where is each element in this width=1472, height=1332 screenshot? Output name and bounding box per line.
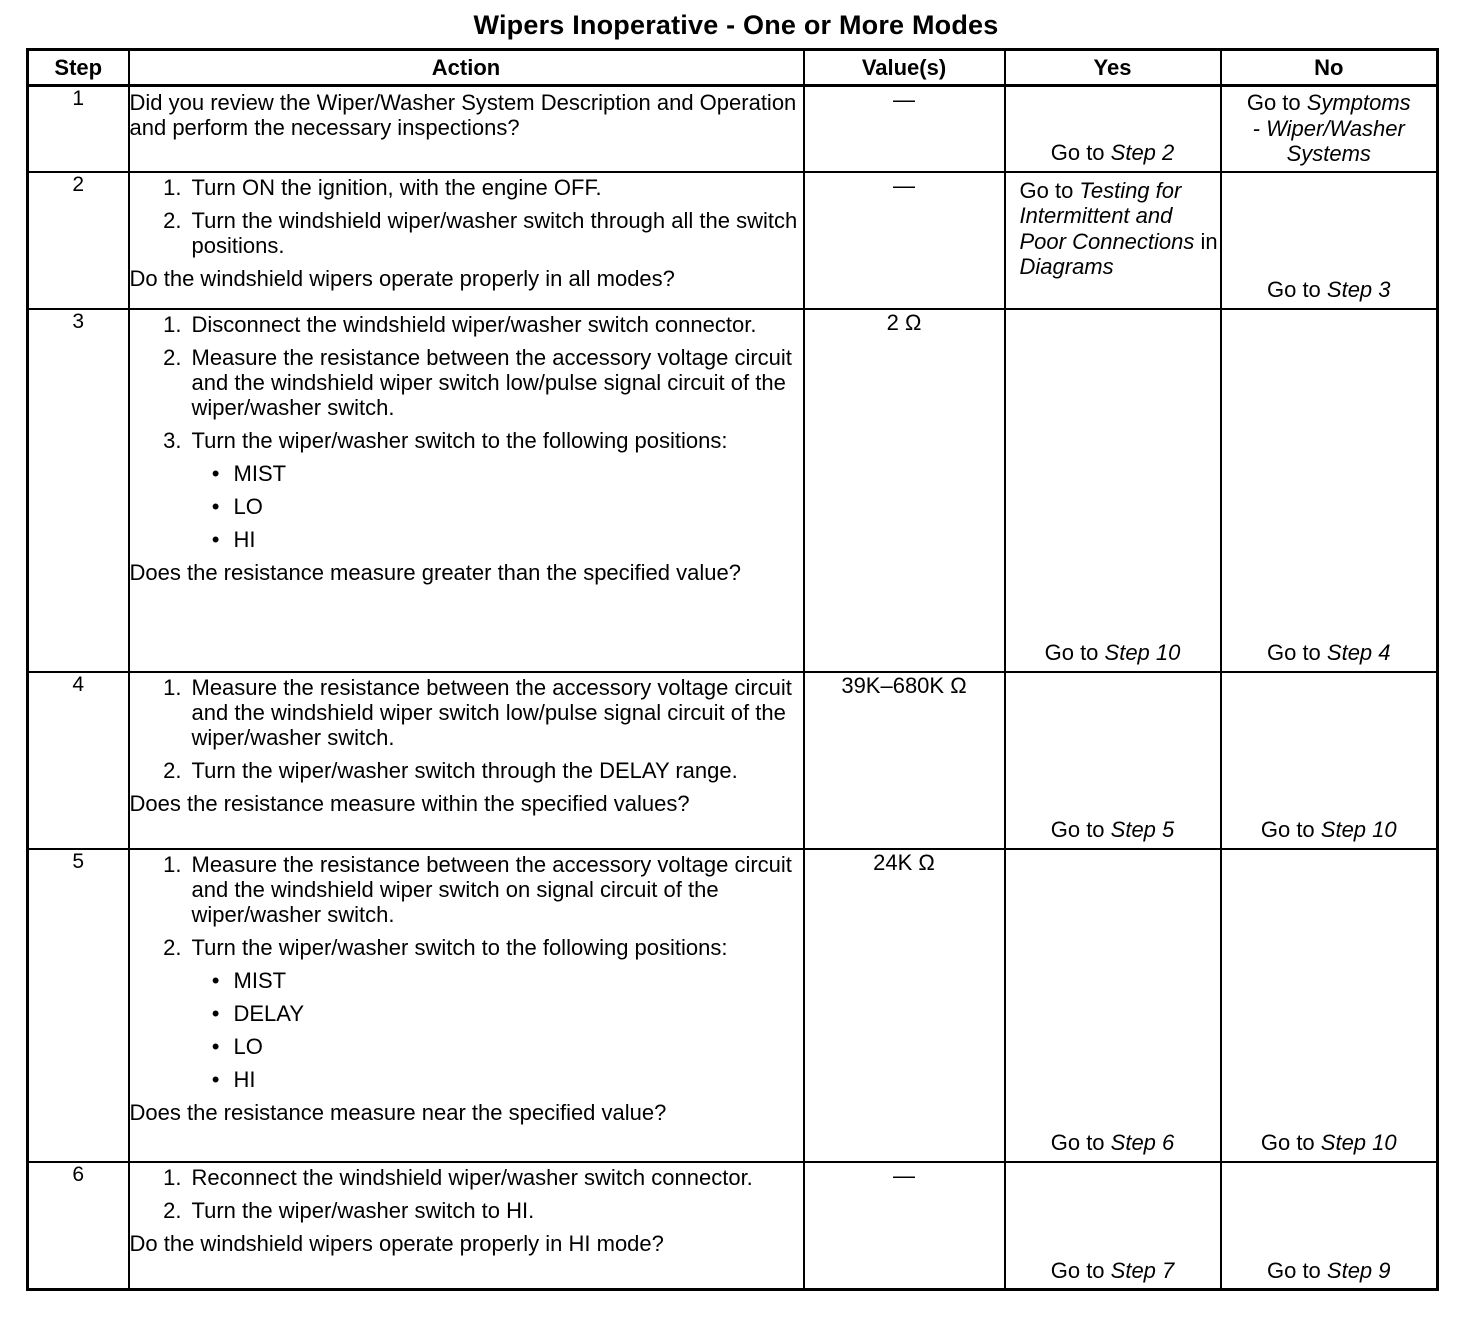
no-link[interactable]: Symptoms (1306, 90, 1411, 115)
action-item: 1. Measure the resistance between the accessory voltage circuit and the windshield wiper switch on signal circuit of the wiper/washer switch. (163, 851, 792, 927)
step-number: 2 (28, 172, 129, 309)
header-step: Step (28, 50, 129, 86)
action-question: Did you review the Wiper/Washer System Description and Operation and perform the necessary inspections? (129, 90, 797, 140)
yes-cell (1005, 172, 1221, 309)
no-cell (1221, 172, 1438, 309)
bullet-item: • MIST (211, 460, 287, 486)
action-question: Do the windshield wipers operate properly in all modes? (129, 265, 675, 291)
step-number: 1 (28, 86, 129, 172)
value-cell: 24K Ω (804, 849, 1005, 1162)
table-row (28, 1162, 1438, 1290)
step-number: 5 (28, 849, 129, 1162)
yes-link-2[interactable]: Diagrams (1019, 254, 1114, 279)
step-number: 4 (28, 672, 129, 849)
bullet-item: • DELAY (211, 1000, 305, 1026)
no-prefix: Go to (1266, 640, 1327, 665)
action-item: 2. Turn the wiper/washer switch to HI. (163, 1197, 535, 1223)
value-cell: 2 Ω (804, 309, 1005, 672)
bullet-item: • MIST (211, 967, 287, 993)
header-action: Action (129, 50, 804, 86)
yes-cell (1005, 309, 1221, 672)
action-cell (129, 172, 804, 309)
bullet-item: • HI (211, 526, 256, 552)
no-prefix: Go to (1246, 90, 1307, 115)
yes-link[interactable]: Testing for Intermittent and Poor Connections (1019, 177, 1195, 254)
yes-cell (1005, 849, 1221, 1162)
yes-mid: in (1194, 228, 1218, 254)
yes-link[interactable]: Step 5 (1110, 817, 1175, 842)
table-row (28, 172, 1438, 309)
header-values: Value(s) (804, 50, 1005, 86)
action-cell (129, 86, 804, 172)
action-question: Does the resistance measure within the specified values? (129, 790, 690, 816)
action-item: 1. Disconnect the windshield wiper/washer switch connector. (163, 311, 757, 337)
no-prefix: Go to (1260, 1130, 1321, 1155)
yes-prefix: Go to (1050, 1257, 1111, 1283)
yes-cell (1005, 672, 1221, 849)
header-row (28, 50, 1438, 86)
table-row (28, 309, 1438, 672)
page-title: Wipers Inoperative - One or More Modes (473, 10, 999, 40)
step-number: 3 (28, 309, 129, 672)
action-item: 1. Measure the resistance between the accessory voltage circuit and the windshield wiper switch low/pulse signal circuit of the wiper/washer switch. (163, 674, 792, 750)
yes-prefix: Go to (1050, 1130, 1111, 1155)
action-item: 2. Turn the windshield wiper/washer switch through all the switch positions. (163, 207, 798, 258)
value-cell: — (804, 172, 1005, 309)
table-row (28, 86, 1438, 172)
no-prefix: Go to (1266, 277, 1327, 302)
action-item: 1. Reconnect the windshield wiper/washer switch connector. (163, 1164, 753, 1190)
action-item: 2. Measure the resistance between the accessory voltage circuit and the windshield wiper switch low/pulse signal circuit of the wiper/washer switch. (163, 344, 792, 420)
value-cell: — (804, 86, 1005, 172)
yes-prefix: Go to (1050, 140, 1111, 165)
action-question: Does the resistance measure greater than the specified value? (129, 559, 741, 585)
bullet-item: • LO (211, 493, 263, 519)
action-item: 1. Turn ON the ignition, with the engine OFF. (163, 174, 602, 200)
no-prefix: Go to (1266, 1257, 1327, 1283)
action-question: Does the resistance measure near the specified value? (129, 1099, 667, 1125)
header-no: No (1221, 50, 1438, 86)
value-cell: 39K–680K Ω (804, 672, 1005, 849)
action-cell (129, 309, 804, 672)
no-link[interactable]: Step 10 (1320, 1130, 1397, 1155)
action-item: 3. Turn the wiper/washer switch to the following positions: (163, 427, 728, 453)
action-cell (129, 849, 804, 1162)
no-cell (1221, 672, 1438, 849)
yes-prefix: Go to (1050, 817, 1111, 842)
no-link[interactable]: Step 3 (1326, 277, 1391, 302)
yes-cell (1005, 86, 1221, 172)
value-cell: — (804, 1162, 1005, 1290)
yes-cell (1005, 1162, 1221, 1290)
yes-link[interactable]: Step 7 (1110, 1257, 1175, 1283)
diagnostic-table (26, 48, 1439, 1291)
no-cell (1221, 1162, 1438, 1290)
no-cell (1221, 849, 1438, 1162)
header-yes: Yes (1005, 50, 1221, 86)
yes-prefix: Go to (1019, 177, 1080, 203)
no-link-line2[interactable]: - Wiper/Washer (1252, 115, 1405, 141)
table-row (28, 849, 1438, 1162)
yes-prefix: Go to (1044, 640, 1105, 665)
yes-link[interactable]: Step 2 (1110, 140, 1175, 165)
yes-link[interactable]: Step 6 (1110, 1130, 1175, 1155)
action-cell (129, 1162, 804, 1290)
no-link[interactable]: Step 9 (1326, 1257, 1391, 1283)
step-number: 6 (28, 1162, 129, 1290)
no-link-line3[interactable]: Systems (1286, 141, 1371, 166)
action-item: 2. Turn the wiper/washer switch through the DELAY range. (163, 757, 738, 783)
bullet-item: • LO (211, 1033, 263, 1059)
action-item: 2. Turn the wiper/washer switch to the following positions: (163, 934, 728, 960)
action-cell (129, 672, 804, 849)
no-cell (1221, 86, 1438, 172)
no-prefix: Go to (1260, 817, 1321, 842)
bullet-item: • HI (211, 1066, 256, 1092)
no-cell (1221, 309, 1438, 672)
no-link[interactable]: Step 10 (1320, 817, 1397, 842)
no-link[interactable]: Step 4 (1326, 640, 1391, 665)
table-row (28, 672, 1438, 849)
action-question: Do the windshield wipers operate properly in HI mode? (129, 1230, 664, 1256)
yes-link[interactable]: Step 10 (1104, 640, 1181, 665)
